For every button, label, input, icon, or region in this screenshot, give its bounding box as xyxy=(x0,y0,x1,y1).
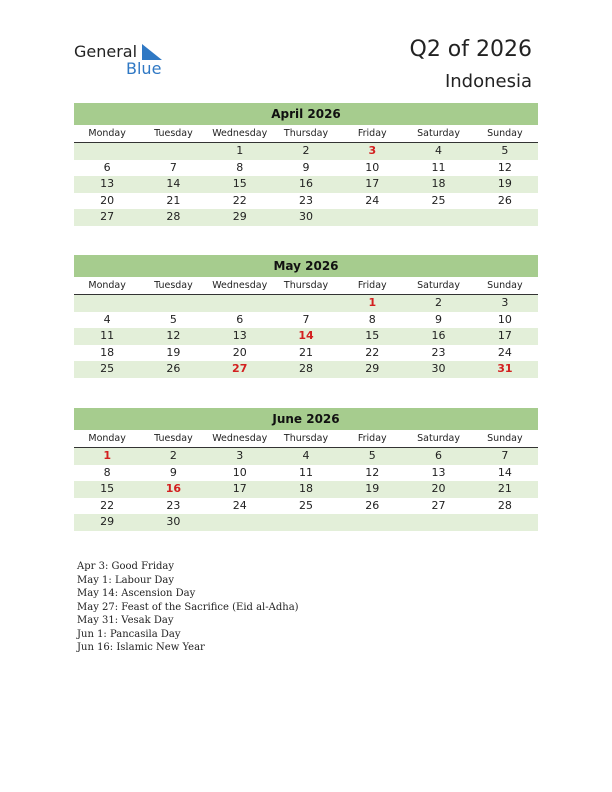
weekday-header: Wednesday xyxy=(207,277,273,295)
day-cell: 23 xyxy=(298,193,313,207)
week-row xyxy=(74,481,538,498)
day-cell: 2 xyxy=(273,143,339,160)
day-cell: 9 xyxy=(435,312,443,326)
day-cell: 30 xyxy=(405,361,471,378)
day-cell: 19 xyxy=(472,176,538,193)
month-june xyxy=(74,408,538,531)
logo xyxy=(74,42,174,78)
holiday-item: May 27: Feast of the Sacrifice (Eid al-Adha) xyxy=(77,601,299,613)
day-cell: 11 xyxy=(74,328,140,345)
day-cell: 25 xyxy=(298,498,313,512)
day-cell: 21 xyxy=(298,345,313,359)
day-cell xyxy=(74,295,140,312)
holiday-item: Apr 3: Good Friday xyxy=(77,561,175,572)
week-row xyxy=(74,143,538,160)
day-cell: 29 xyxy=(207,209,273,226)
calendar-grid xyxy=(74,430,538,531)
day-cell: 16 xyxy=(273,176,339,193)
day-cell xyxy=(339,209,405,226)
day-cell: 2 xyxy=(405,295,471,312)
week-row xyxy=(74,193,538,210)
day-cell: 1 xyxy=(339,295,405,312)
weekday-header: Wednesday xyxy=(207,430,273,448)
day-cell: 1 xyxy=(74,448,140,465)
day-cell xyxy=(472,209,538,226)
day-cell: 25 xyxy=(431,193,446,207)
day-cell: 24 xyxy=(365,193,380,207)
country-name: Indonesia xyxy=(444,71,532,92)
weekday-header: Friday xyxy=(339,125,405,143)
week-row xyxy=(74,498,538,515)
day-cell: 5 xyxy=(339,448,405,465)
day-cell: 27 xyxy=(431,498,446,512)
logo-blue-text: Blue xyxy=(126,59,162,78)
weekday-header: Saturday xyxy=(405,277,471,295)
day-cell: 6 xyxy=(236,312,244,326)
day-cell xyxy=(140,143,206,160)
day-cell: 6 xyxy=(103,160,111,174)
week-row xyxy=(74,361,538,378)
day-cell: 21 xyxy=(166,193,181,207)
day-cell: 5 xyxy=(169,312,177,326)
weekday-header: Monday xyxy=(74,277,140,295)
day-cell: 9 xyxy=(302,160,310,174)
day-cell: 18 xyxy=(100,345,115,359)
day-cell: 22 xyxy=(232,193,247,207)
logo-triangle-icon xyxy=(140,44,162,60)
day-cell: 10 xyxy=(497,312,512,326)
day-cell: 26 xyxy=(497,193,512,207)
weekday-header: Sunday xyxy=(472,125,538,143)
day-cell: 12 xyxy=(365,465,380,479)
day-cell: 3 xyxy=(339,143,405,160)
day-cell: 24 xyxy=(232,498,247,512)
calendar-grid xyxy=(74,125,538,226)
weekday-header: Friday xyxy=(339,277,405,295)
day-cell xyxy=(405,514,471,531)
day-cell: 27 xyxy=(74,209,140,226)
day-cell: 13 xyxy=(74,176,140,193)
day-cell: 24 xyxy=(497,345,512,359)
holiday-item: Jun 16: Islamic New Year xyxy=(77,642,205,653)
day-cell xyxy=(339,514,405,531)
day-cell: 13 xyxy=(431,465,446,479)
day-cell: 27 xyxy=(207,361,273,378)
day-cell: 9 xyxy=(169,465,177,479)
day-cell: 21 xyxy=(472,481,538,498)
day-cell: 15 xyxy=(207,176,273,193)
day-cell: 7 xyxy=(169,160,177,174)
day-cell: 3 xyxy=(472,295,538,312)
weekday-header: Monday xyxy=(74,125,140,143)
weekday-header: Saturday xyxy=(405,430,471,448)
day-cell: 4 xyxy=(103,312,111,326)
month-april xyxy=(74,103,538,226)
day-cell: 12 xyxy=(497,160,512,174)
day-cell: 8 xyxy=(103,465,111,479)
day-cell: 17 xyxy=(339,176,405,193)
weekday-header: Thursday xyxy=(273,277,339,295)
day-cell: 13 xyxy=(207,328,273,345)
holiday-item: May 1: Labour Day xyxy=(77,574,174,586)
day-cell xyxy=(273,514,339,531)
weekday-header: Wednesday xyxy=(207,125,273,143)
day-cell: 14 xyxy=(273,328,339,345)
weekday-header: Thursday xyxy=(273,125,339,143)
day-cell: 16 xyxy=(140,481,206,498)
day-cell: 5 xyxy=(472,143,538,160)
day-cell: 10 xyxy=(232,465,247,479)
day-cell: 15 xyxy=(339,328,405,345)
day-cell: 22 xyxy=(100,498,115,512)
month-title: May 2026 xyxy=(74,255,538,277)
weekday-header: Monday xyxy=(74,430,140,448)
week-row xyxy=(74,295,538,312)
day-cell: 14 xyxy=(497,465,512,479)
weekday-header: Thursday xyxy=(273,430,339,448)
day-cell xyxy=(472,514,538,531)
weekday-header: Sunday xyxy=(472,430,538,448)
day-cell: 1 xyxy=(207,143,273,160)
day-cell: 15 xyxy=(74,481,140,498)
month-title: April 2026 xyxy=(74,103,538,125)
month-may xyxy=(74,255,538,378)
day-cell xyxy=(140,295,206,312)
day-cell: 2 xyxy=(140,448,206,465)
day-cell: 30 xyxy=(140,514,206,531)
day-cell: 28 xyxy=(497,498,512,512)
week-row xyxy=(74,345,538,362)
weekday-header: Sunday xyxy=(472,277,538,295)
day-cell: 18 xyxy=(273,481,339,498)
week-row xyxy=(74,160,538,177)
weekday-header: Tuesday xyxy=(140,277,206,295)
day-cell: 8 xyxy=(236,160,244,174)
calendar-grid xyxy=(74,277,538,378)
day-cell: 28 xyxy=(273,361,339,378)
day-cell: 20 xyxy=(100,193,115,207)
day-cell: 16 xyxy=(405,328,471,345)
day-cell: 6 xyxy=(405,448,471,465)
day-cell: 7 xyxy=(302,312,310,326)
weekday-header: Tuesday xyxy=(140,125,206,143)
week-row xyxy=(74,514,538,531)
day-cell: 29 xyxy=(339,361,405,378)
weekday-header: Saturday xyxy=(405,125,471,143)
week-row xyxy=(74,176,538,193)
day-cell: 19 xyxy=(166,345,181,359)
day-cell: 12 xyxy=(140,328,206,345)
day-cell: 14 xyxy=(140,176,206,193)
holiday-item: Jun 1: Pancasila Day xyxy=(77,628,181,640)
day-cell: 26 xyxy=(140,361,206,378)
holiday-item: May 14: Ascension Day xyxy=(77,588,196,599)
week-row xyxy=(74,328,538,345)
day-cell: 26 xyxy=(365,498,380,512)
day-cell: 11 xyxy=(298,465,313,479)
day-cell: 7 xyxy=(472,448,538,465)
week-row xyxy=(74,312,538,329)
day-cell: 29 xyxy=(74,514,140,531)
day-cell: 4 xyxy=(405,143,471,160)
week-row xyxy=(74,465,538,482)
day-cell xyxy=(207,295,273,312)
day-cell: 28 xyxy=(140,209,206,226)
day-cell: 3 xyxy=(207,448,273,465)
logo-general-text: General xyxy=(74,42,138,61)
day-cell: 4 xyxy=(273,448,339,465)
page-title: Q2 of 2026 xyxy=(409,37,532,62)
day-cell: 17 xyxy=(472,328,538,345)
month-title: June 2026 xyxy=(74,408,538,430)
day-cell: 20 xyxy=(232,345,247,359)
holiday-item: May 31: Vesak Day xyxy=(77,615,174,626)
day-cell: 31 xyxy=(472,361,538,378)
day-cell: 22 xyxy=(365,345,380,359)
day-cell: 20 xyxy=(405,481,471,498)
day-cell: 10 xyxy=(365,160,380,174)
day-cell: 23 xyxy=(166,498,181,512)
week-row xyxy=(74,209,538,226)
day-cell: 19 xyxy=(339,481,405,498)
weekday-header: Tuesday xyxy=(140,430,206,448)
day-cell: 23 xyxy=(431,345,446,359)
day-cell: 30 xyxy=(273,209,339,226)
day-cell: 8 xyxy=(368,312,376,326)
day-cell: 18 xyxy=(405,176,471,193)
week-row xyxy=(74,448,538,465)
day-cell xyxy=(207,514,273,531)
day-cell: 17 xyxy=(207,481,273,498)
day-cell: 25 xyxy=(74,361,140,378)
holiday-list xyxy=(77,560,299,655)
day-cell xyxy=(273,295,339,312)
weekday-header: Friday xyxy=(339,430,405,448)
day-cell xyxy=(405,209,471,226)
day-cell: 11 xyxy=(431,160,446,174)
day-cell xyxy=(74,143,140,160)
